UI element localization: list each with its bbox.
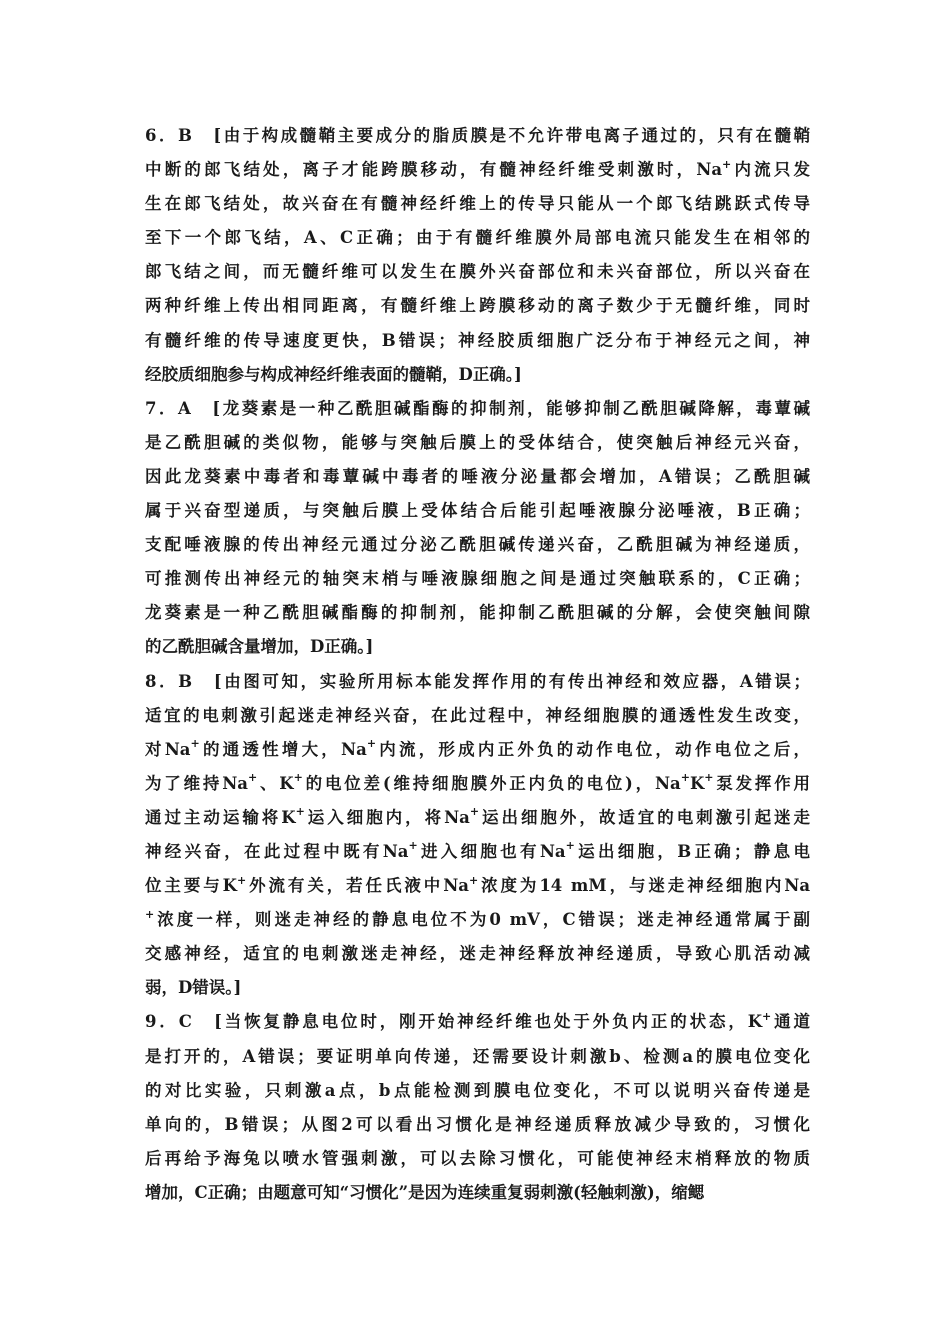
- answer-line: 两种纤维上传出相同距离，有髓纤维上跨膜移动的离子数少于无髓纤维，同时: [145, 296, 810, 316]
- answer-line: 中断的郎飞结处，离子才能跨膜移动，有髓神经纤维受刺激时，Na+内流只发: [145, 157, 810, 180]
- answer-item-6: [145, 119, 810, 392]
- answer-line: 6．B [由于构成髓鞘主要成分的脂质膜是不允许带电离子通过的，只有在髓鞘: [145, 126, 810, 145]
- answer-line: 8．B [由图可知，实验所用标本能发挥作用的有传出神经和效应器，A错误；: [145, 671, 810, 691]
- answer-line: 支配唾液腺的传出神经元通过分泌乙酰胆碱传递兴奋，乙酰胆碱为神经递质，: [145, 535, 810, 555]
- answer-line: 因此龙葵素中毒者和毒蕈碱中毒者的唾液分泌量都会增加，A错误；乙酰胆碱: [145, 466, 810, 486]
- answer-line: 7．A [龙葵素是一种乙酰胆碱酯酶的抑制剂，能够抑制乙酰胆碱降解，毒蕈碱: [145, 398, 810, 418]
- answer-line: 郎飞结之间，而无髓纤维可以发生在膜外兴奋部位和未兴奋部位，所以兴奋在: [145, 262, 810, 282]
- answer-line: 是乙酰胆碱的类似物，能够与突触后膜上的受体结合，使突触后神经元兴奋，: [145, 432, 810, 452]
- answer-line: 为了维持Na+、K+的电位差(维持细胞膜外正内负的电位)，Na+K+泵发挥作用: [145, 771, 811, 793]
- answer-line: 有髓纤维的传导速度更快，B错误；神经胶质细胞广泛分布于神经元之间，神: [145, 330, 810, 350]
- answer-line: 交感神经，适宜的电刺激迷走神经，迷走神经释放神经递质，导致心肌活动减: [145, 944, 810, 964]
- answer-line: 位主要与K+外流有关，若任氏液中Na+浓度为14 mM，与迷走神经细胞内Na: [145, 873, 811, 896]
- answer-item-7: [145, 392, 810, 665]
- answer-line: 对Na+的通透性增大，Na+内流，形成内正外负的动作电位，动作电位之后，: [145, 737, 810, 759]
- answer-line: 9．C [当恢复静息电位时，刚开始神经纤维也处于外负内正的状态，K+通道: [145, 1009, 811, 1032]
- answer-item-9: [145, 1005, 810, 1210]
- answer-line: 单向的，B错误；从图2可以看出习惯化是神经递质释放减少导致的，习惯化: [145, 1114, 810, 1134]
- answer-line: 后再给予海兔以喷水管强刺激，可以去除习惯化，可能使神经末梢释放的物质: [145, 1148, 810, 1168]
- answer-line: +浓度一样，则迷走神经的静息电位不为0 mV，C错误；迷走神经通常属于副: [145, 907, 810, 930]
- answer-line: 弱，D错误。]: [145, 978, 242, 998]
- answer-document: [145, 119, 810, 1210]
- answer-line: 龙葵素是一种乙酰胆碱酯酶的抑制剂，能抑制乙酰胆碱的分解，会使突触间隙: [145, 603, 810, 623]
- answer-line: 可推测传出神经元的轴突末梢与唾液腺细胞之间是通过突触联系的，C正确；: [145, 569, 810, 589]
- answer-line: 是打开的，A错误；要证明单向传递，还需要设计刺激b、检测a的膜电位变化: [145, 1046, 810, 1066]
- answer-line: 通过主动运输将K+运入细胞内，将Na+运出细胞外，故适宜的电刺激引起迷走: [145, 805, 810, 827]
- answer-line: 的乙酰胆碱含量增加，D正确。]: [145, 637, 374, 657]
- answer-line: 增加，C正确；由题意可知“习惯化”是因为连续重复弱刺激(轻触刺激)，缩鳃: [145, 1182, 705, 1202]
- answer-line: 属于兴奋型递质，与突触后膜上受体结合后能引起唾液腺分泌唾液，B正确；: [145, 501, 810, 521]
- answer-line: 神经兴奋，在此过程中既有Na+进入细胞也有Na+运出细胞，B正确；静息电: [145, 839, 810, 861]
- answer-line: 生在郎飞结处，故兴奋在有髓神经纤维上的传导只能从一个郎飞结跳跃式传导: [145, 194, 810, 214]
- answer-item-8: [145, 665, 810, 1006]
- answer-line: 的对比实验，只刺激a点，b点能检测到膜电位变化，不可以说明兴奋传递是: [145, 1080, 810, 1100]
- answer-line: 适宜的电刺激引起迷走神经兴奋，在此过程中，神经细胞膜的通透性发生改变，: [145, 705, 810, 725]
- answer-line: 经胶质细胞参与构成神经纤维表面的髓鞘，D正确。]: [145, 364, 522, 384]
- answer-line: 至下一个郎飞结，A、C正确；由于有髓纤维膜外局部电流只能发生在相邻的: [145, 228, 810, 248]
